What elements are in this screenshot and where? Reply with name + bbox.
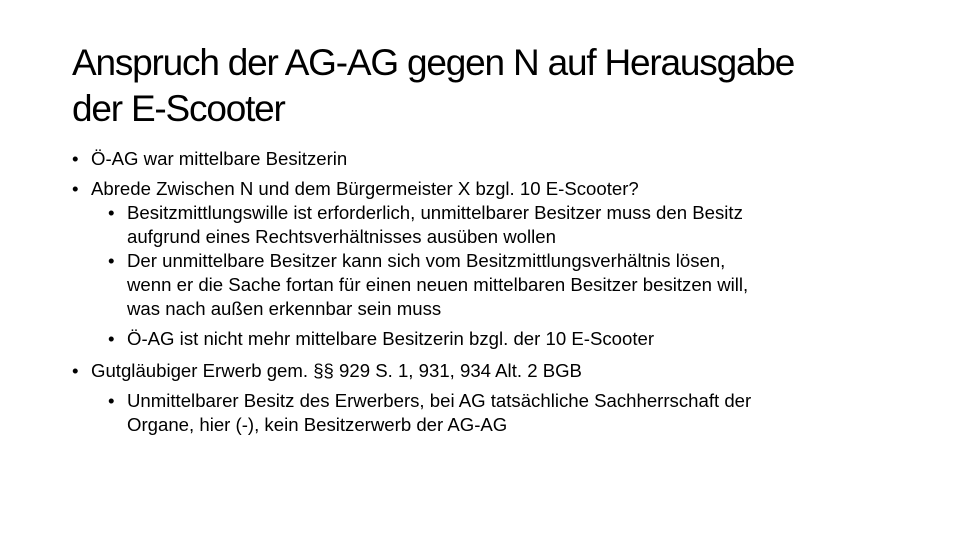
bullet-dot-icon: •	[108, 390, 115, 411]
bullet-text-line-2: wenn er die Sache fortan für einen neuen mittelbaren Besitzer besitzen will,	[127, 274, 749, 295]
slide-body	[72, 147, 892, 437]
bullet-dot-icon: •	[72, 360, 79, 381]
bullet-text: Ö-AG war mittelbare Besitzerin	[91, 148, 348, 169]
slide-title-line-2: der E-Scooter	[72, 88, 285, 129]
bullet-text-line-1: Der unmittelbare Besitzer kann sich vom Besitzmittlungsverhältnis lösen,	[127, 250, 726, 271]
sub-bullet-item-2	[72, 249, 892, 321]
bullet-text: Ö-AG ist nicht mehr mittelbare Besitzerin bzgl. der 10 E-Scooter	[127, 328, 655, 349]
bullet-text-line-2: aufgrund eines Rechtsverhältnisses ausüben wollen	[127, 226, 556, 247]
bullet-dot-icon: •	[108, 202, 115, 223]
bullet-text: Abrede Zwischen N und dem Bürgermeister X bzgl. 10 E-Scooter?	[91, 178, 639, 199]
sub-bullet-item-3	[72, 327, 892, 351]
bullet-text-line-1: Unmittelbarer Besitz des Erwerbers, bei AG tatsächliche Sachherrschaft der	[127, 390, 752, 411]
bullet-item-2	[72, 177, 892, 201]
sub-bullet-item-4	[72, 389, 892, 437]
bullet-dot-icon: •	[108, 250, 115, 271]
slide-title	[72, 40, 902, 132]
bullet-text-line-3: was nach außen erkennbar sein muss	[127, 298, 442, 319]
bullet-dot-icon: •	[108, 328, 115, 349]
bullet-dot-icon: •	[72, 148, 79, 169]
sub-bullet-item-1	[72, 201, 892, 249]
bullet-item-1	[72, 147, 892, 171]
slide-title-line-1: Anspruch der AG-AG gegen N auf Herausgabe	[72, 42, 795, 83]
bullet-item-3	[72, 359, 892, 383]
bullet-text-line-2: Organe, hier (-), kein Besitzerwerb der AG-AG	[127, 414, 508, 435]
bullet-dot-icon: •	[72, 178, 79, 199]
bullet-text-line-1: Besitzmittlungswille ist erforderlich, unmittelbarer Besitzer muss den Besitz	[127, 202, 743, 223]
bullet-text: Gutgläubiger Erwerb gem. §§ 929 S. 1, 931, 934 Alt. 2 BGB	[91, 360, 582, 381]
